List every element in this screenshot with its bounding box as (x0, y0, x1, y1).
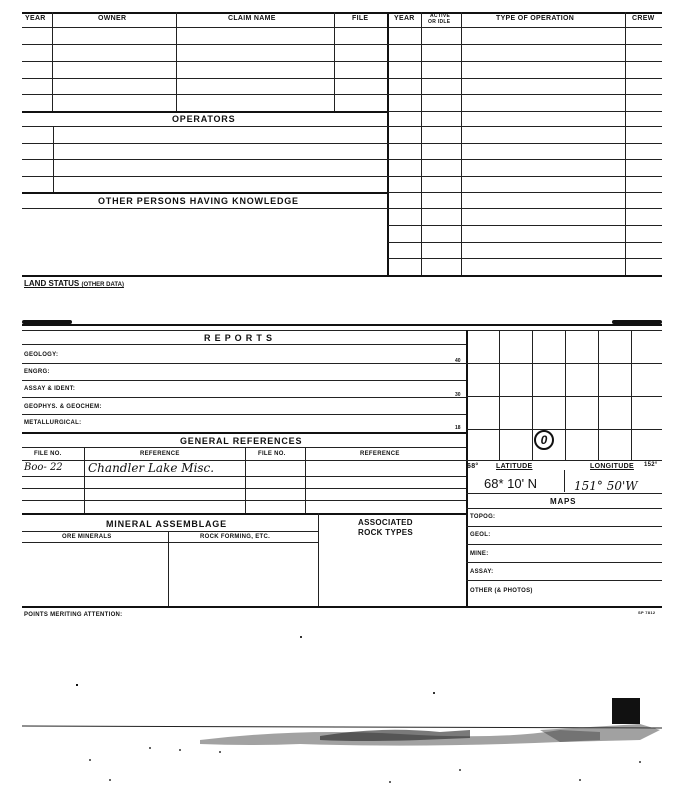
longitude-value: 151° 50'W (574, 479, 638, 493)
ref-header-reference-1: REFERENCE (140, 451, 180, 457)
report-geology: GEOLOGY: (24, 352, 59, 358)
location-marker: 0 (534, 430, 554, 450)
land-status-label: LAND STATUS (OTHER DATA) (24, 279, 124, 288)
header-file: FILE (352, 15, 369, 22)
ref-header-reference-2: REFERENCE (360, 451, 400, 457)
ore-minerals-header: ORE MINERALS (62, 534, 112, 540)
maps-topog: TOPOG: (470, 514, 496, 520)
latitude-value: 68* 10' N (484, 476, 538, 491)
maps-assay: ASSAY: (470, 569, 494, 575)
longitude-label: LONGITUDE (590, 463, 634, 470)
header-type-of-operation: TYPE OF OPERATION (496, 15, 575, 22)
mineral-assemblage-title: MINERAL ASSEMBLAGE (106, 519, 227, 529)
ref-entry-reference: Chandler Lake Misc. (88, 461, 215, 475)
rock-forming-header: ROCK FORMING, ETC. (200, 534, 271, 540)
header-year-2: YEAR (394, 15, 415, 22)
report-num-30: 30 (455, 392, 461, 398)
maps-other: OTHER (& PHOTOS) (470, 588, 533, 594)
points-meriting-label: POINTS MERITING ATTENTION: (24, 612, 123, 618)
maps-mine: MINE: (470, 551, 489, 557)
header-owner: OWNER (98, 15, 127, 22)
long-suffix: 152° (644, 462, 658, 468)
ref-header-file-no-2: FILE NO. (258, 451, 286, 457)
report-metallurgical: METALLURGICAL: (24, 420, 82, 426)
operators-title: OPERATORS (172, 114, 236, 124)
other-persons-title: OTHER PERSONS HAVING KNOWLEDGE (98, 196, 299, 206)
rock-types-label: ROCK TYPES (358, 528, 414, 537)
maps-geol: GEOL: (470, 532, 491, 538)
report-num-18: 18 (455, 425, 461, 431)
lat-prefix: 68° (467, 463, 479, 470)
reports-title: R E P O R T S (204, 333, 273, 343)
form-code: SP 7812 (638, 610, 656, 615)
report-assay: ASSAY & IDENT: (24, 386, 76, 392)
report-engrg: ENGRG: (24, 369, 50, 375)
ref-entry-file: Boo- 22 (24, 462, 63, 473)
associated-label: ASSOCIATED (358, 518, 413, 527)
general-references-title: GENERAL REFERENCES (180, 436, 303, 446)
header-crew: CREW (632, 15, 655, 22)
ref-header-file-no-1: FILE NO. (34, 451, 62, 457)
report-geophys: GEOPHYS. & GEOCHEM: (24, 404, 102, 410)
header-active: ACTIVE (430, 13, 451, 19)
header-year: YEAR (25, 15, 46, 22)
header-or-idle: OR IDLE (428, 19, 451, 25)
maps-title: MAPS (550, 497, 577, 506)
report-num-40: 40 (455, 358, 461, 364)
latitude-label: LATITUDE (496, 463, 533, 470)
header-claim-name: CLAIM NAME (228, 15, 276, 22)
